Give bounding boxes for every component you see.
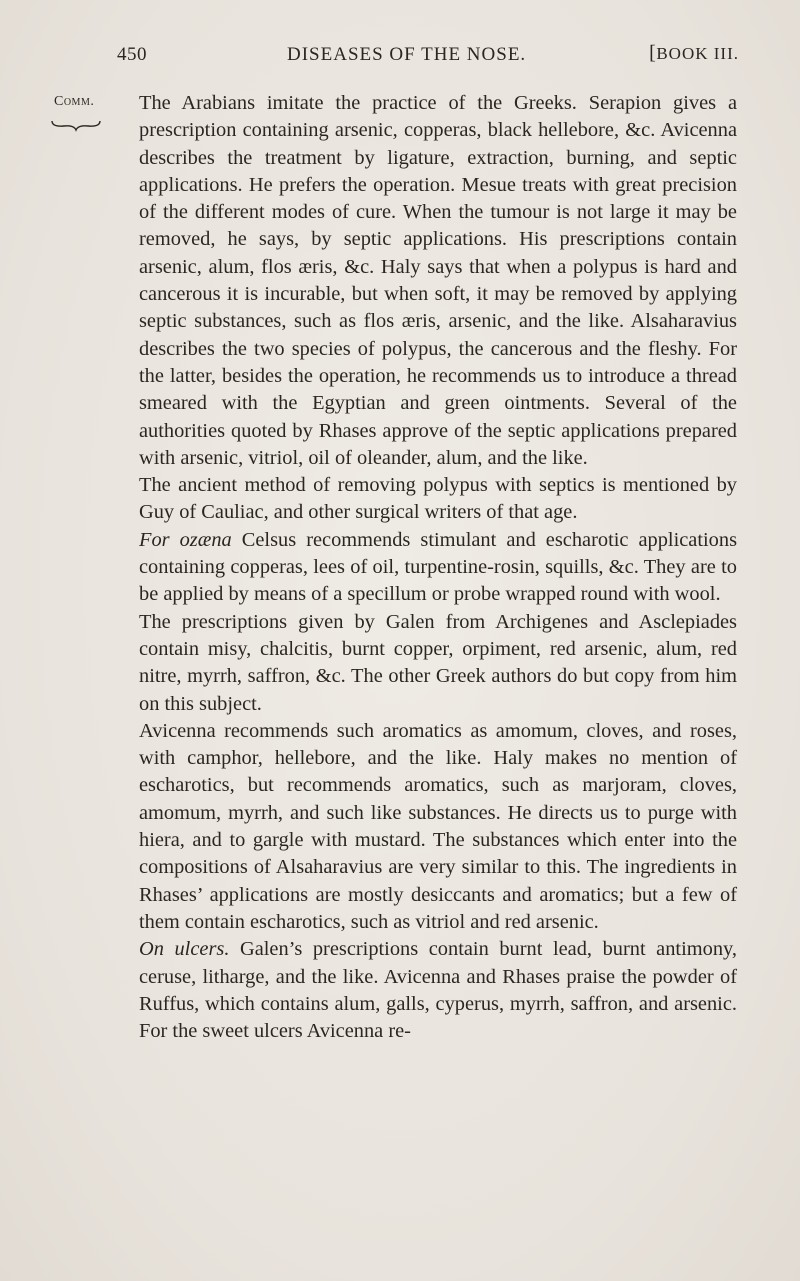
book-label-text: BOOK III. (656, 44, 739, 63)
page-number: 450 (117, 44, 147, 65)
paragraph-text: The ancient method of removing polypus with septics is mentioned by Guy of Cauliac, and other surgical writers of that age. (139, 474, 737, 524)
paragraph (139, 527, 737, 609)
paragraph-text: The prescriptions given by Galen from Archigenes and Asclepiades contain misy, chalcitis, burnt copper, orpiment, red arsenic, alum, red nitre, myrrh, saffron, &c. The other Greek authors do but copy from him on this subject. (139, 610, 737, 715)
paragraph-text: Avicenna recommends such aromatics as amomum, cloves, and roses, with camphor, hellebore, and the like. Haly makes no mention of escharotics, but recommends aromatics, such as marjoram, cloves, amomum, myrrh, and such like substances. He directs us to purge with hiera, and to gargle with mustard. The substances which enter into the compositions of Alsaharavius are very similar to this. The ingredients in Rhases’ applications are mostly desiccants and aromatics; but a few of them contain escharotics, such as vitriol and red arsenic. (139, 719, 737, 933)
paragraph-text: Galen’s prescriptions contain burnt lead, burnt antimony, ceruse, litharge, and the like. Avicenna and Rhases praise the powder of Ruffus, which contains alum, galls, cyperus, myrrh, saffron, and arsenic. For the sweet ulcers Avicenna re- (139, 938, 737, 1043)
chapter-title: DISEASES OF THE NOSE. (287, 44, 527, 65)
paragraph (139, 90, 737, 472)
body-text (139, 90, 737, 1045)
running-head (117, 44, 739, 74)
book-label (649, 42, 739, 65)
paragraph-text: Celsus recommends stimulant and escharotic applications containing copperas, lees of oil, turpentine-rosin, squills, &c. They are to be applied by means of a specillum or probe wrapped round with wool. (139, 528, 738, 606)
margin-note: Comm. (54, 94, 95, 109)
paragraph (139, 718, 737, 936)
book-bracket: [ (649, 42, 657, 64)
brace-icon (50, 118, 106, 132)
paragraph-text: The Arabians imitate the practice of the Greeks. Serapion gives a prescription containing arsenic, copperas, black hellebore, &c. Avicenna describes the treatment by ligature, extraction, burning, and septic applications. He prefers the operation. Mesue treats with great precision of the different modes of cure. When the tumour is not large it may be removed, he says, by septic applications. His prescriptions contain arsenic, alum, flos æris, &c. Haly says that when a polypus is hard and cancerous it is incurable, but when soft, it may be removed by applying septic substances, such as flos æris, arsenic, and the like. Alsaharavius describes the two species of polypus, the cancerous and the fleshy. For the latter, besides the operation, he recommends us to introduce a thread smeared with the Egyptian and green ointments. Several of the authorities quoted by Rhases approve of the septic applications prepared with arsenic, vitriol, oil of oleander, alum, and the like. (139, 92, 737, 469)
paragraph (139, 472, 737, 527)
paragraph (139, 609, 737, 718)
paragraph-lead: On ulcers. (139, 938, 230, 961)
paragraph-lead: For ozæna (139, 528, 232, 551)
paragraph (139, 936, 737, 1045)
